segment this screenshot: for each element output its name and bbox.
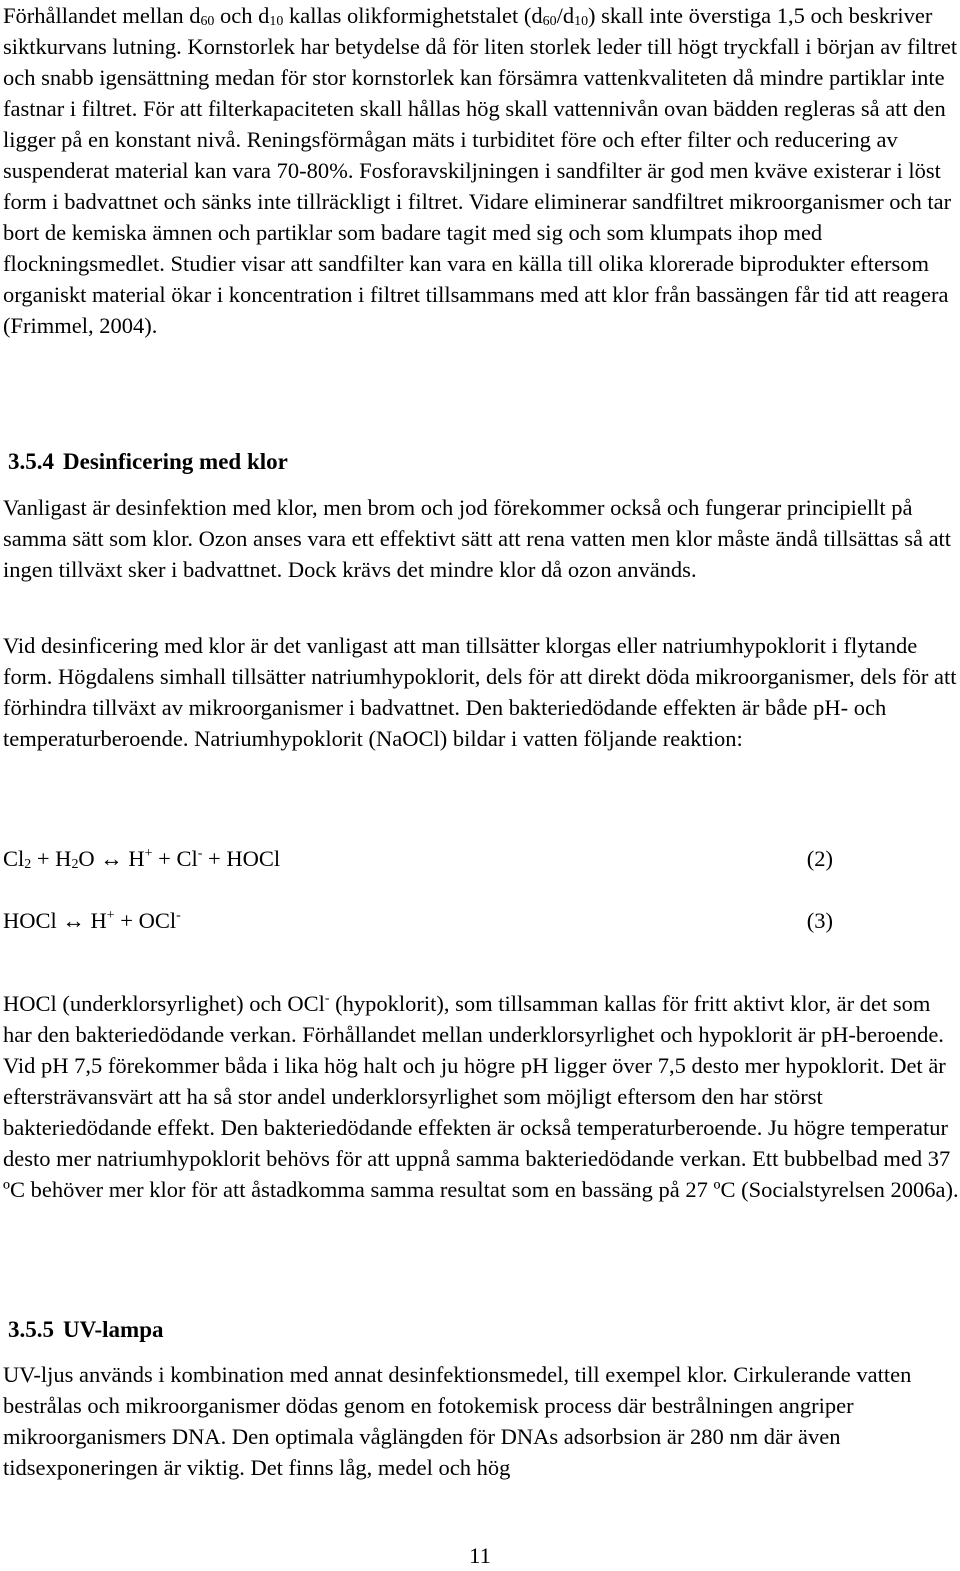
superscript: - xyxy=(324,991,330,1006)
equation-2 xyxy=(3,843,833,874)
equation-expression: $Cl_2 + H_2O$ ↔ H+ + Cl- + HOCl xyxy=(3,846,281,872)
text-run: kallas olikformighetstalet (d xyxy=(283,3,543,28)
subscript: 10 xyxy=(574,14,589,29)
equation-expression: HOCl ↔ H+ + OCl- xyxy=(3,908,181,933)
text-run: och d xyxy=(214,3,270,28)
section-number: 3.5.5 xyxy=(8,1317,54,1342)
text-run: /d xyxy=(556,3,575,28)
paragraph-uv-ljus: UV-ljus används i kombination med annat desinfektionsmedel, till exempel klor. Cirkulerande vatten bestrålas och mikroorganismer dödas genom en fotokemisk process där bestrålningen angriper mikroorganismers DNA. Den optimala våglängden för DNAs adsorbsion är 280 nm där även tidsexponeringen är viktig. Det finns låg, medel och hög xyxy=(3,1362,912,1480)
section-title: UV-lampa xyxy=(63,1317,164,1342)
subscript: 10 xyxy=(269,14,284,29)
page-number: 11 xyxy=(469,1543,491,1568)
paragraph-sandfilter xyxy=(3,0,959,341)
subscript: 60 xyxy=(542,14,557,29)
paragraph-fritt-aktivt-klor xyxy=(3,988,959,1205)
section-heading-desinficering xyxy=(8,447,288,477)
text-run: HOCl (underklorsyrlighet) och OCl xyxy=(3,991,325,1016)
paragraph-klorgas: Vid desinficering med klor är det vanligast att man tillsätter klorgas eller natriumhypoklorit i flytande form. Högdalens simhall tillsätter natriumhypoklorit, dels för att direkt döda mikroorganismer, dels för att förhindra tillväxt av mikroorganismer i badvattnet. Den bakteriedödande effekten är både pH- och temperaturberoende. Natriumhypoklorit (NaOCl) bildar i vatten följande reaktion: xyxy=(3,633,957,751)
paragraph-desinfektion-intro: Vanligast är desinfektion med klor, men brom och jod förekommer också och fungerar principiellt på samma sätt som klor. Ozon anses vara ett effektivt sätt att rena vatten men klor måste ändå tillsättas så att ingen tillväxt sker i badvattnet. Dock krävs det mindre klor då ozon används. xyxy=(3,495,952,582)
equation-number: (2) xyxy=(806,846,833,871)
equation-3 xyxy=(3,905,833,936)
text-run: (hypoklorit), som tillsamman kallas för fritt aktivt klor, är det som har den bakteriedödande verkan. Förhållandet mellan underklorsyrlighet och hypoklorit är pH-beroende. Vid pH 7,5 förekommer båda i lika hög halt och ju högre pH ligger över 7,5 desto mer hypoklorit. Det är eftersträvansvärt att ha så stor andel underklorsyrlighet som möjligt eftersom den har störst bakteriedödande effekt. Den bakteriedödande effekten är också temperaturberoende. Ju högre temperatur desto mer natriumhypoklorit behövs för att uppnå samma bakteriedödande verkan. Ett bubbelbad med 37 ºC behöver mer klor för att åstadkomma samma resultat som en bassäng på 27 ºC (Socialstyrelsen 2006a). xyxy=(3,991,959,1202)
section-heading-uv-lampa xyxy=(8,1315,164,1345)
text-run: ) skall inte överstiga 1,5 och beskriver siktkurvans lutning. Kornstorlek har betydelse då för liten storlek leder till högt tryckfall i början av filtret och snabb igensättning medan för stor kornstorlek kan försämra vattenkvaliteten då mindre partiklar inte fastnar i filtret. För att filterkapaciteten skall hållas hög skall vattennivån ovan bädden regleras så att den ligger på en konstant nivå. Reningsförmågan mäts i turbiditet före och efter filter och reducering av suspenderat material kan vara 70-80%. Fosforavskiljningen i sandfilter är god men kväve existerar i löst form i badvattnet och sänks inte tillräckligt i filtret. Vidare eliminerar sandfiltret mikroorganismer och tar bort de kemiska ämnen och partiklar som badare tagit med sig och som klumpats ihop med flockningsmedlet. Studier visar att sandfilter kan vara en källa till olika klorerade biprodukter eftersom organiskt material ökar i koncentration i filtret tillsammans med att klor från bassängen får tid att reagera (Frimmel, 2004). xyxy=(3,3,958,338)
text-run: Förhållandet mellan d xyxy=(3,3,201,28)
subscript: 60 xyxy=(200,14,215,29)
equation-number: (3) xyxy=(806,908,833,933)
section-number: 3.5.4 xyxy=(8,449,54,474)
section-title: Desinficering med klor xyxy=(63,449,288,474)
